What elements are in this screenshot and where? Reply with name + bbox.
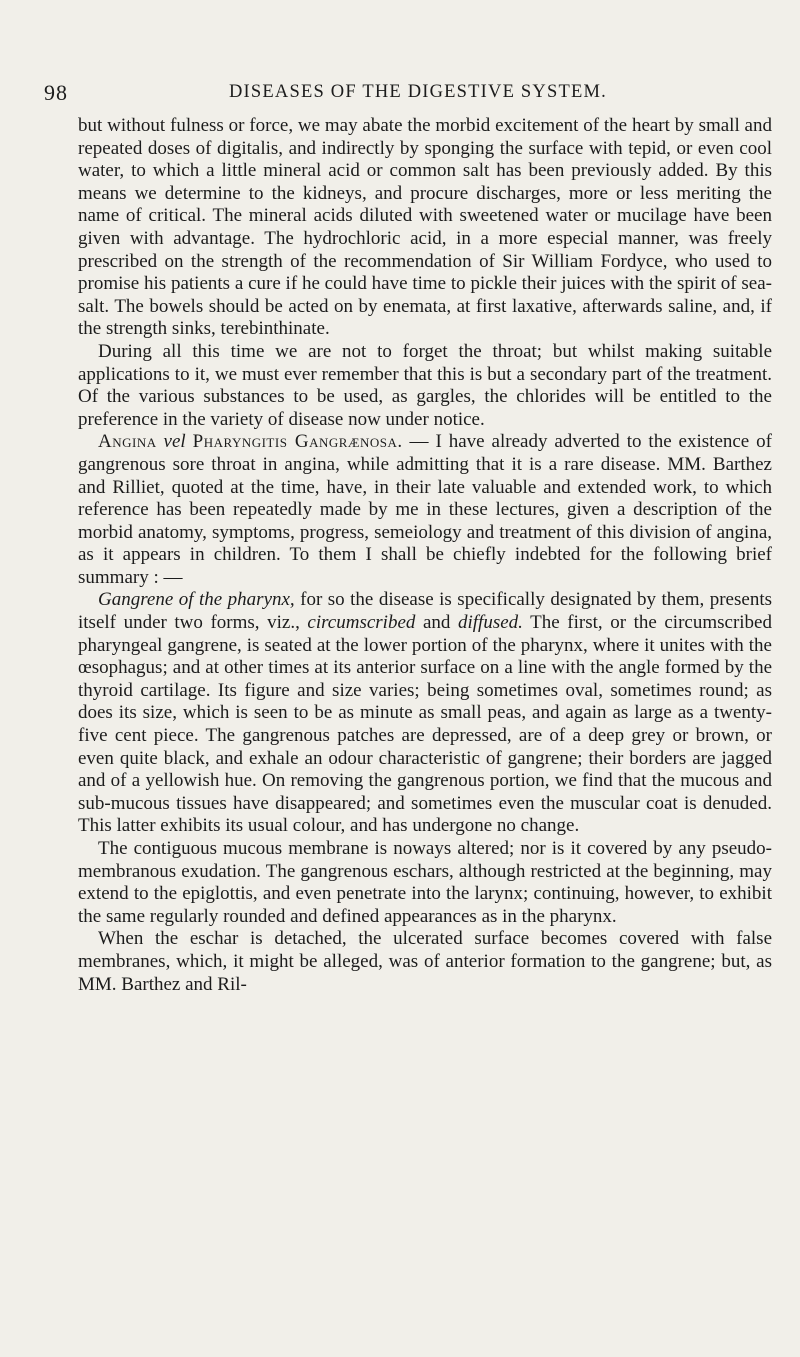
page-number: 98 bbox=[44, 80, 68, 105]
paragraph-angina bbox=[78, 431, 772, 589]
paragraph-mucous-membrane: The contiguous mucous membrane is noways altered; nor is it covered by any pseudo-membranous exudation. The gangrenous eschars, although restricted at the beginning, may extend to the epiglottis, and even penetrate into the larynx; continuing, however, to exhibit the same regularly rounded and defined appearances as in the pharynx. bbox=[78, 838, 772, 927]
paragraph-throat: During all this time we are not to forget the throat; but whilst making suitable applications to it, we must ever remember that this is but a secondary part of the treatment. Of the various substances to be used, as gargles, the chlorides will be entitled to the preference in the variety of disease now under notice. bbox=[78, 340, 772, 430]
section-heading-pharyngitis: Pharyngitis Gangrænosa. bbox=[192, 431, 403, 453]
paragraph-treatment: but without fulness or force, we may abate the morbid excitement of the heart by small and repeated doses of digitalis, and indirectly by sponging the surface with tepid, or even cool water, to which a little mineral acid or common salt has been previously added. By this means we determine to the kidneys, and procure discharges, more or less meriting the name of critical. The mineral acids diluted with sweetened water or mucilage have been given with advantage. The hydrochloric acid, in a more especial manner, was freely prescribed on the strength of the recommendation of Sir William Fordyce, who used to promise his patients a cure if he could have time to pickle their juices with the spirit of sea-salt. The bowels should be acted on by enemata, at first laxative, afterwards saline, and, if the strength sinks, terebinthinate. bbox=[78, 115, 772, 340]
running-head-title: DISEASES OF THE DIGESTIVE SYSTEM. bbox=[229, 82, 607, 102]
section-heading-angina: Angina bbox=[98, 431, 157, 453]
section-heading-vel: vel bbox=[163, 431, 186, 453]
paragraph-gangrene bbox=[78, 589, 772, 838]
term-diffused: diffused. bbox=[458, 612, 523, 634]
paragraph-eschar: When the eschar is detached, the ulcerated surface becomes covered with false membranes, which, it might be alleged, was of anterior formation to the gangrene; but, as MM. Barthez and Ril- bbox=[78, 928, 772, 995]
term-circumscribed: circumscribed bbox=[307, 612, 416, 634]
paragraph-gangrene-text-a: for so the disease is specifically designated by them, presents itself under two forms, viz., bbox=[78, 589, 772, 634]
term-gangrene-of-pharynx: Gangrene of the pharynx, bbox=[98, 589, 295, 611]
paragraph-angina-text: — I have already adverted to the existence of gangrenous sore throat in angina, while admitting that it is a rare disease. MM. Barthez and Rilliet, quoted at the time, have, in their late valuable and extended work, to which reference has been repeatedly made by me in these lectures, given a description of the morbid anatomy, symptoms, progress, semeiology and treatment of this division of angina, as it appears in children. To them I shall be chiefly indebted for the following brief summary : — bbox=[78, 431, 772, 588]
paragraph-gangrene-text-c: The first, or the circumscribed pharyngeal gangrene, is seated at the lower portion of the pharynx, where it unites with the œsophagus; and at other times at its anterior surface on a line with the angle formed by the thyroid cartilage. Its figure and size varies; being sometimes oval, sometimes round; as does its size, which is seen to be as minute as small peas, and again as large as a twenty-five cent piece. The gangrenous patches are depressed, are of a deep grey or brown, or even quite black, and exhale an odour characteristic of gangrene; their borders are jagged and of a yellowish hue. On removing the gangrenous portion, we find that the mucous and sub-mucous tissues have disappeared; and sometimes even the muscular coat is denuded. This latter exhibits its usual colour, and has undergone no change. bbox=[78, 612, 772, 837]
running-head bbox=[44, 80, 764, 110]
paragraph-gangrene-text-b: and bbox=[415, 612, 458, 634]
body-text bbox=[78, 115, 772, 996]
